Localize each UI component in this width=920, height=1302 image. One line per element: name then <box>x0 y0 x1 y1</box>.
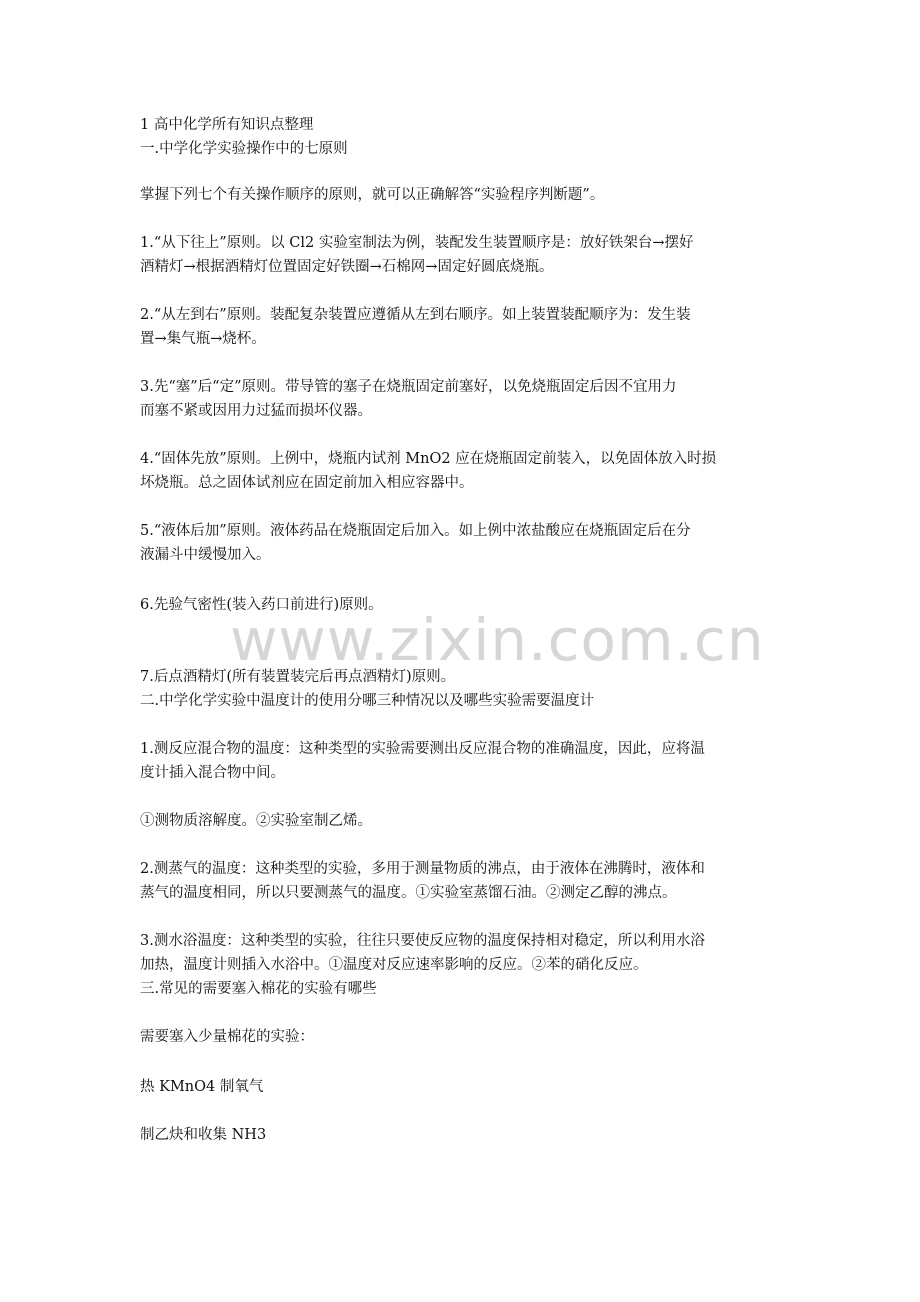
text-line: 2.测蒸气的温度：这种类型的实验，多用于测量物质的沸点，由于液体在沸腾时，液体和 <box>140 861 705 877</box>
text-line: 置→集气瓶→烧杯。 <box>140 331 266 347</box>
text-line: 1.测反应混合物的温度：这种类型的实验需要测出反应混合物的准确温度，因此，应将温 <box>140 741 705 757</box>
text-line: 掌握下列七个有关操作顺序的原则，就可以正确解答“实验程序判断题”。 <box>140 187 605 203</box>
text-line: 热 KMnO4 制氧气 <box>140 1079 264 1095</box>
text-line: 加热，温度计则插入水浴中。①温度对反应速率影响的反应。②苯的硝化反应。 <box>140 957 648 973</box>
text-line: 坏烧瓶。总之固体试剂应在固定前加入相应容器中。 <box>140 475 474 491</box>
text-line: 4.“固体先放”原则。上例中，烧瓶内试剂 MnO2 应在烧瓶固定前装入，以免固体放入时损 <box>140 451 717 467</box>
watermark: www.zixin.com.cn <box>230 606 765 674</box>
text-line: 3.先“塞”后“定”原则。带导管的塞子在烧瓶固定前塞好，以免烧瓶固定后因不宜用力 <box>140 379 677 395</box>
text-line: ①测物质溶解度。②实验室制乙烯。 <box>140 813 372 829</box>
text-line: 蒸气的温度相同，所以只要测蒸气的温度。①实验室蒸馏石油。②测定乙醇的沸点。 <box>140 885 677 901</box>
text-line: 酒精灯→根据酒精灯位置固定好铁圈→石棉网→固定好圆底烧瓶。 <box>140 259 554 275</box>
text-line: 一.中学化学实验操作中的七原则 <box>140 141 348 157</box>
text-line: 3.测水浴温度：这种类型的实验，往往只要使反应物的温度保持相对稳定，所以利用水浴 <box>140 933 705 949</box>
text-line: 制乙炔和收集 NH3 <box>140 1127 267 1143</box>
text-line: 1 高中化学所有知识点整理 <box>140 117 314 133</box>
text-line: 度计插入混合物中间。 <box>140 765 285 781</box>
text-line: 2.“从左到右”原则。装配复杂装置应遵循从左到右顺序。如上装置装配顺序为：发生装 <box>140 307 691 323</box>
text-line: 5.“液体后加”原则。液体药品在烧瓶固定后加入。如上例中浓盐酸应在烧瓶固定后在分 <box>140 523 691 539</box>
text-line: 1.“从下往上”原则。以 Cl2 实验室制法为例，装配发生装置顺序是：放好铁架台→摆好 <box>140 235 694 251</box>
text-line: 而塞不紧或因用力过猛而损坏仪器。 <box>140 403 372 419</box>
text-line: 二.中学化学实验中温度计的使用分哪三种情况以及哪些实验需要温度计 <box>140 693 595 709</box>
text-line: 7.后点酒精灯(所有装置装完后再点酒精灯)原则。 <box>140 669 456 685</box>
text-line: 液漏斗中缓慢加入。 <box>140 547 271 563</box>
text-line: 需要塞入少量棉花的实验： <box>140 1029 314 1045</box>
text-line: 6.先验气密性(装入药口前进行)原则。 <box>140 597 383 613</box>
text-line: 三.常见的需要塞入棉花的实验有哪些 <box>140 981 377 997</box>
